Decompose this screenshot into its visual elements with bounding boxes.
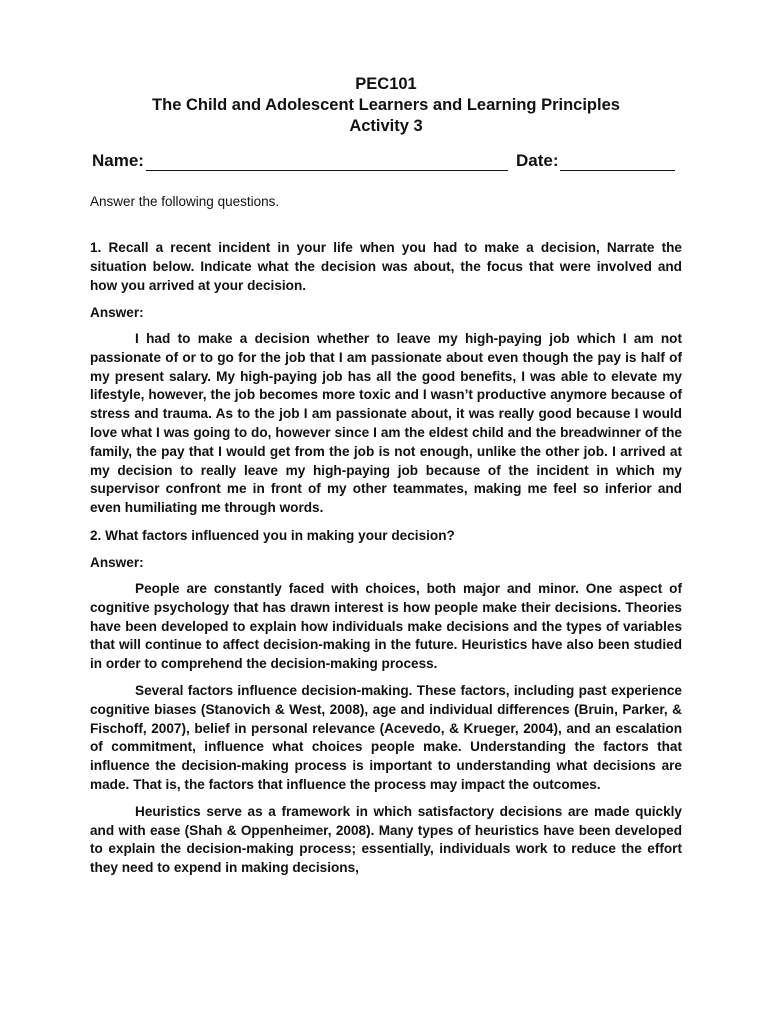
- date-blank-line: [560, 156, 675, 171]
- answer-label-2: Answer:: [90, 554, 144, 570]
- course-code: PEC101: [355, 75, 417, 93]
- name-label: Name:: [92, 151, 144, 170]
- document-header: [90, 74, 682, 137]
- answer-2-paragraph-2: Several factors influence decision-making. These factors, including past experience cognitive biases (Stanovich & West, 2008), age and individual differences (Bruin, Parker, & Fischoff, 2007), belief in personal relevance (Acevedo, & Krueger, 2004), and an escalation of commitment, influence what choices people make. Understanding the factors that influence the decision-making process is important to understanding what decisions are made. That is, the factors that influence the process may impact the outcomes.: [90, 682, 682, 792]
- answer-2-paragraph-3: Heuristics serve as a framework in which satisfactory decisions are made quickly and with ease (Shah & Oppenheimer, 2008). Many types of heuristics have been developed to explain the decision-making process; essentially, individuals work to reduce the effort they need to expend in making decisions,: [90, 803, 682, 876]
- date-label: Date:: [515, 151, 559, 170]
- course-title: The Child and Adolescent Learners and Learning Principles: [152, 96, 620, 114]
- activity-title: Activity 3: [349, 117, 423, 135]
- answer-label-1: Answer:: [90, 305, 144, 320]
- answer-2-paragraph-1: People are constantly faced with choices, both major and minor. One aspect of cognitive psychology that has drawn interest is how people make their decisions. Theories have been developed to explain how individuals make decisions and the types of variables that will continue to affect decision-making in the future. Heuristics have also been studied in order to comprehend the decision-making process.: [90, 580, 682, 672]
- name-blank-line: [146, 156, 508, 171]
- question-1: 1. Recall a recent incident in your life when you had to make a decision, Narrate the situation below. Indicate what the decision was about, the focus that were involved and how you arrived at your decision.: [90, 240, 682, 293]
- instructions-text: Answer the following questions.: [90, 194, 280, 209]
- name-date-row: [92, 151, 682, 171]
- question-2: 2. What factors influenced you in making your decision?: [90, 527, 455, 543]
- answer-1-paragraph-1: I had to make a decision whether to leave my high-paying job which I am not passionate of or to go for the job that I am passionate about even though the pay is half of my present salary. My high-paying job has all the good benefits, I was able to elevate my lifestyle, however, the job becomes more toxic and I wasn’t productive anymore because of stress and trauma. As to the job I am passionate about, it was really good because I would love what I was going to do, however since I am the eldest child and the breadwinner of the family, the pay that I would get from the job is not enough, unlike the other job. I arrived at my decision to really leave my high-paying job because of the incident in which my supervisor confront me in front of my other teammates, making me feel so inferior and even humiliating me through words.: [90, 331, 682, 516]
